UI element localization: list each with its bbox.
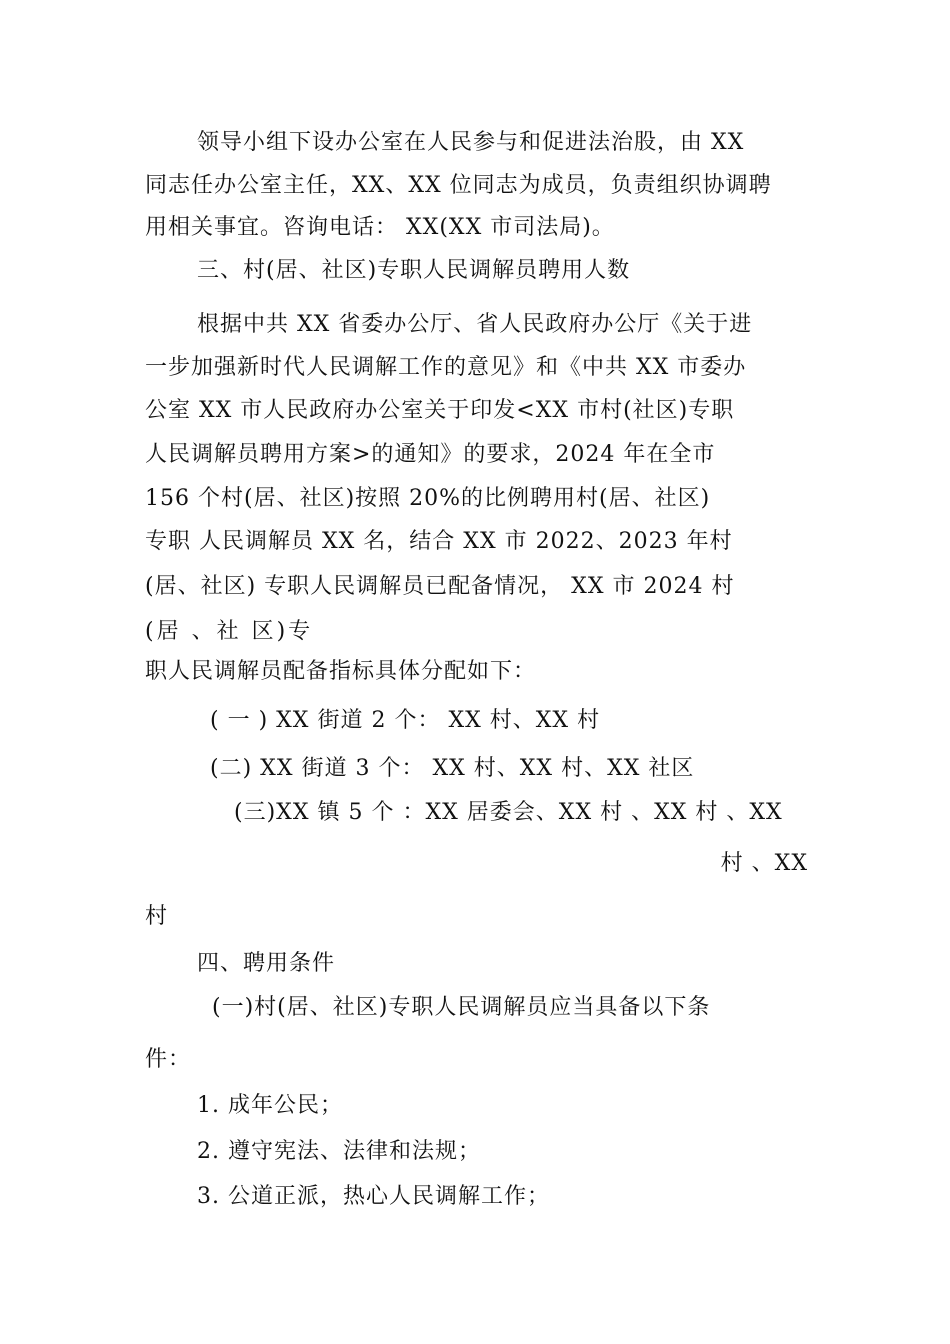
paragraph-line: 公室 XX 市人民政府办公室关于印发<XX 市村(社区)专职	[145, 398, 735, 423]
numbered-item: 1. 成年公民；	[197, 1093, 343, 1118]
paragraph-line: 职人民调解员配备指标具体分配如下：	[145, 659, 537, 684]
paragraph-line: 领导小组下设办公室在人民参与和促进法治股，由 XX	[197, 130, 745, 155]
paragraph-line: (一)村(居、社区)专职人民调解员应当具备以下条	[212, 995, 711, 1020]
section-heading: 四、聘用条件	[197, 951, 336, 976]
list-item: (三)XX 镇 5 个 ：XX 居委会、XX 村 、XX 村 、XX	[234, 800, 783, 825]
paragraph-line: 用相关事宜。咨询电话： XX(XX 市司法局)。	[145, 215, 615, 240]
paragraph-line: (居、社区) 专职人民调解员已配备情况， XX 市 2024 村	[145, 574, 735, 599]
paragraph-line: 专职 人民调解员 XX 名，结合 XX 市 2022、2023 年村	[145, 529, 733, 554]
paragraph-line: 件：	[145, 1047, 192, 1072]
numbered-item: 3. 公道正派，热心人民调解工作；	[197, 1184, 550, 1209]
paragraph-line: 人民调解员聘用方案>的通知》的要求，2024 年在全市	[145, 442, 716, 467]
list-item-continuation: 村	[145, 904, 169, 929]
paragraph-line: 同志任办公室主任，XX、XX 位同志为成员，负责组织协调聘	[145, 173, 772, 198]
list-item: ( 一 ) XX 街道 2 个： XX 村、XX 村	[210, 708, 601, 733]
list-item-continuation: 村 、XX	[720, 851, 808, 876]
paragraph-line: 一步加强新时代人民调解工作的意见》和《中共 XX 市委办	[145, 355, 747, 380]
numbered-item: 2. 遵守宪法、法律和法规；	[197, 1139, 481, 1164]
paragraph-line: (居 、社 区)专	[145, 619, 314, 644]
section-heading: 三、村(居、社区)专职人民调解员聘用人数	[197, 258, 631, 283]
paragraph-line: 156 个村(居、社区)按照 20%的比例聘用村(居、社区)	[145, 486, 711, 511]
paragraph-line: 根据中共 XX 省委办公厅、省人民政府办公厅《关于进	[197, 312, 753, 337]
list-item: (二) XX 街道 3 个： XX 村、XX 村、XX 社区	[210, 756, 695, 781]
